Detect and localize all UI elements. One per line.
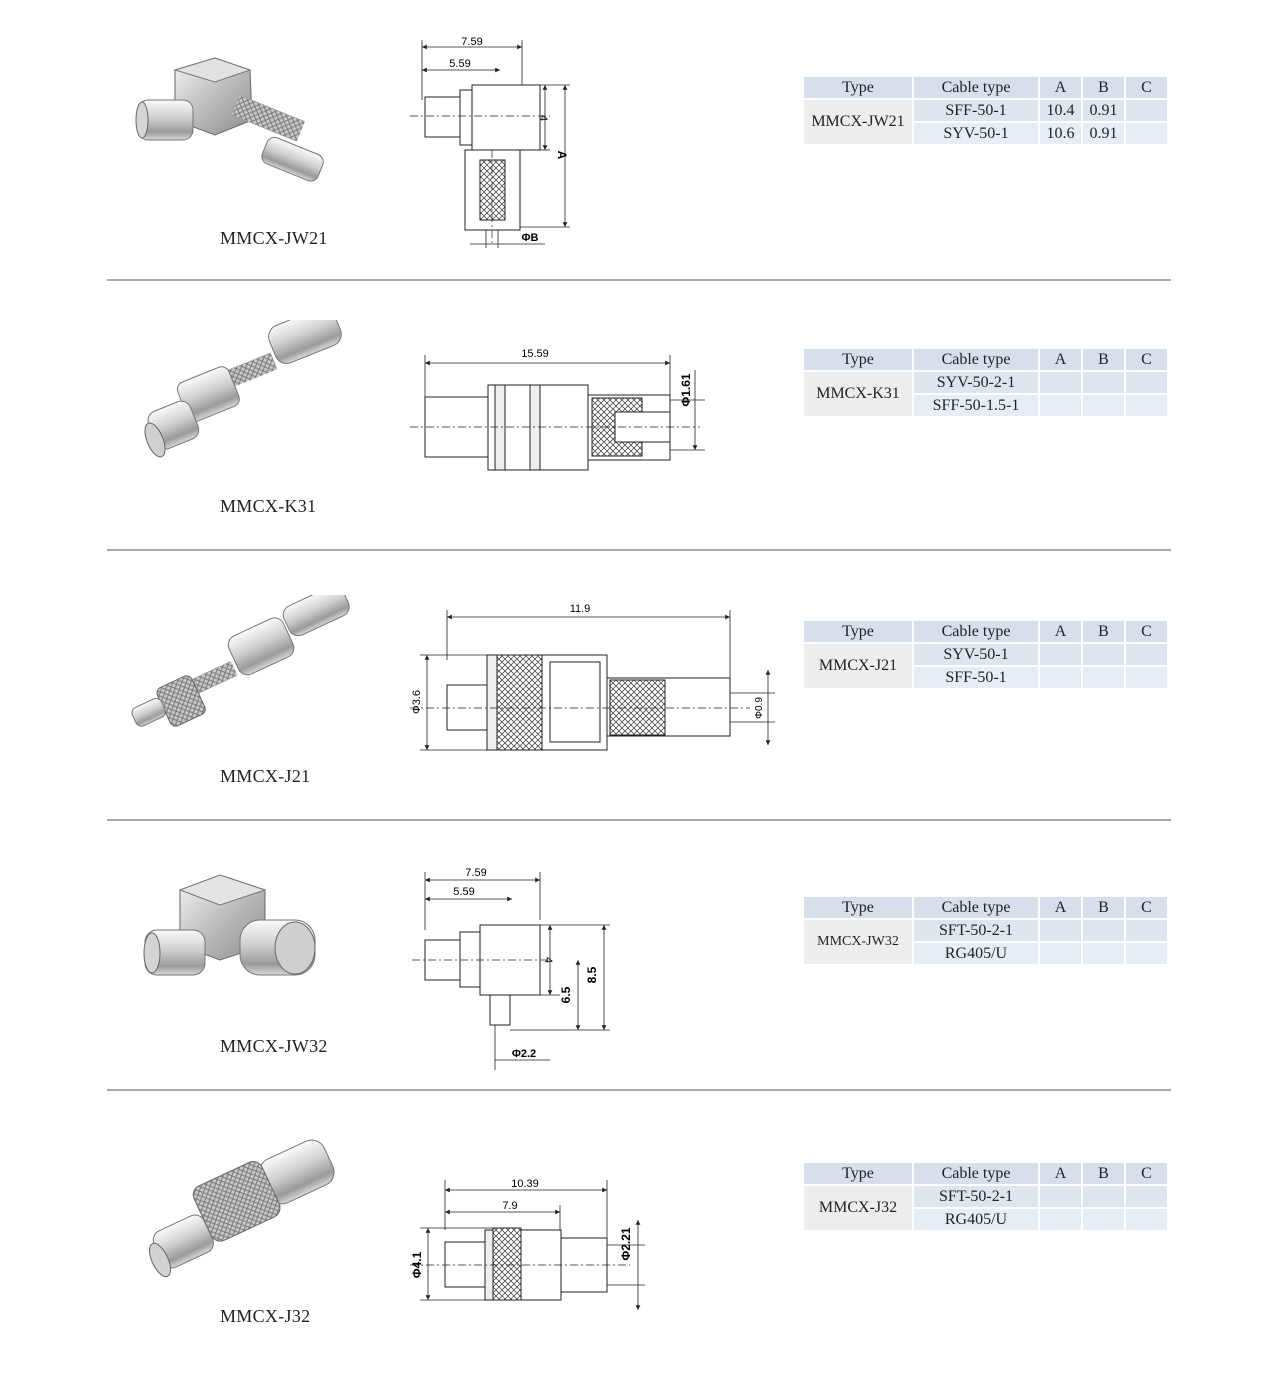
spec-table xyxy=(802,75,1169,146)
dimension-label: A xyxy=(555,150,569,160)
dimension-label: Φ1.61 xyxy=(679,373,693,407)
header-a: A xyxy=(1040,77,1081,98)
header-cable-type: Cable type xyxy=(914,897,1038,918)
header-b: B xyxy=(1083,621,1124,642)
header-c: C xyxy=(1126,897,1167,918)
connector-photo xyxy=(120,40,360,210)
header-c: C xyxy=(1126,1163,1167,1184)
connector-photo xyxy=(120,595,360,765)
product-caption: MMCX-J21 xyxy=(220,766,311,786)
header-b: B xyxy=(1083,349,1124,370)
product-caption: MMCX-K31 xyxy=(220,496,317,516)
header-type: Type xyxy=(804,1163,912,1184)
header-cable-type: Cable type xyxy=(914,77,1038,98)
header-a: A xyxy=(1040,349,1081,370)
dimension-drawing xyxy=(400,860,800,1090)
b-cell xyxy=(1083,395,1124,416)
spec-table xyxy=(802,619,1169,690)
a-cell xyxy=(1040,667,1081,688)
c-cell xyxy=(1126,943,1167,964)
dimension-label: 6.5 xyxy=(559,986,573,1004)
type-cell: MMCX-K31 xyxy=(804,372,912,416)
dimension-label: 8.5 xyxy=(585,966,599,984)
dimension-drawing xyxy=(400,340,800,570)
product-caption: MMCX-JW32 xyxy=(220,1036,328,1056)
b-cell xyxy=(1083,1186,1124,1207)
type-cell: MMCX-J21 xyxy=(804,644,912,688)
header-c: C xyxy=(1126,77,1167,98)
header-a: A xyxy=(1040,621,1081,642)
header-c: C xyxy=(1126,621,1167,642)
spec-table xyxy=(802,895,1169,966)
header-cable-type: Cable type xyxy=(914,1163,1038,1184)
c-cell xyxy=(1126,1186,1167,1207)
product-section xyxy=(0,270,1276,540)
cable-cell: SYV-50-1 xyxy=(914,644,1038,665)
dimension-label: Φ0.9 xyxy=(754,697,765,719)
a-cell xyxy=(1040,920,1081,941)
c-cell xyxy=(1126,644,1167,665)
product-section xyxy=(0,1080,1276,1350)
product-section xyxy=(0,0,1276,270)
spec-table xyxy=(802,1161,1169,1232)
header-type: Type xyxy=(804,349,912,370)
dimension-label: Φ2.21 xyxy=(619,1227,633,1261)
b-cell: 0.91 xyxy=(1083,100,1124,121)
a-cell xyxy=(1040,1209,1081,1230)
b-cell xyxy=(1083,943,1124,964)
b-cell xyxy=(1083,920,1124,941)
dimension-label: 10.39 xyxy=(511,1178,539,1190)
dimension-label: 7.59 xyxy=(461,36,483,48)
dimension-label: ΦB xyxy=(521,232,539,244)
dimension-label: 4 xyxy=(542,956,554,964)
b-cell xyxy=(1083,644,1124,665)
product-section xyxy=(0,810,1276,1080)
dimension-drawing xyxy=(400,30,800,260)
connector-photo xyxy=(120,1135,360,1305)
cable-cell: SYV-50-1 xyxy=(914,123,1038,144)
connector-photo xyxy=(120,320,360,490)
dimension-label: 5.59 xyxy=(453,886,475,898)
header-type: Type xyxy=(804,77,912,98)
dimension-label: Φ2.2 xyxy=(511,1048,537,1060)
c-cell xyxy=(1126,372,1167,393)
c-cell xyxy=(1126,100,1167,121)
cable-cell: SFF-50-1 xyxy=(914,667,1038,688)
a-cell xyxy=(1040,1186,1081,1207)
cable-cell: SFF-50-1 xyxy=(914,100,1038,121)
header-cable-type: Cable type xyxy=(914,621,1038,642)
product-section xyxy=(0,540,1276,810)
header-cable-type: Cable type xyxy=(914,349,1038,370)
dimension-label: 15.59 xyxy=(521,348,549,360)
a-cell xyxy=(1040,943,1081,964)
a-cell: 10.6 xyxy=(1040,123,1081,144)
header-b: B xyxy=(1083,77,1124,98)
header-a: A xyxy=(1040,1163,1081,1184)
header-b: B xyxy=(1083,897,1124,918)
c-cell xyxy=(1126,667,1167,688)
dimension-label: Φ3.6 xyxy=(411,689,423,715)
a-cell: 10.4 xyxy=(1040,100,1081,121)
dimension-drawing xyxy=(400,1170,800,1400)
spec-table xyxy=(802,347,1169,418)
dimension-label: 7.59 xyxy=(465,867,487,879)
header-b: B xyxy=(1083,1163,1124,1184)
dimension-label: Φ4.1 xyxy=(410,1251,424,1279)
header-type: Type xyxy=(804,621,912,642)
type-cell: MMCX-JW32 xyxy=(804,920,912,964)
c-cell xyxy=(1126,395,1167,416)
c-cell xyxy=(1126,123,1167,144)
dimension-label: 4 xyxy=(537,114,549,122)
cable-cell: RG405/U xyxy=(914,1209,1038,1230)
b-cell xyxy=(1083,667,1124,688)
dimension-drawing xyxy=(400,590,800,820)
dimension-label: 5.59 xyxy=(449,58,471,70)
b-cell xyxy=(1083,372,1124,393)
header-type: Type xyxy=(804,897,912,918)
a-cell xyxy=(1040,395,1081,416)
a-cell xyxy=(1040,644,1081,665)
product-caption: MMCX-JW21 xyxy=(220,228,328,248)
type-cell: MMCX-JW21 xyxy=(804,100,912,144)
c-cell xyxy=(1126,920,1167,941)
product-caption: MMCX-J32 xyxy=(220,1306,311,1326)
connector-photo xyxy=(120,860,360,1030)
cable-cell: SYV-50-2-1 xyxy=(914,372,1038,393)
cable-cell: SFF-50-1.5-1 xyxy=(914,395,1038,416)
dimension-label: 11.9 xyxy=(569,603,591,615)
b-cell xyxy=(1083,1209,1124,1230)
cable-cell: RG405/U xyxy=(914,943,1038,964)
header-c: C xyxy=(1126,349,1167,370)
c-cell xyxy=(1126,1209,1167,1230)
b-cell: 0.91 xyxy=(1083,123,1124,144)
cable-cell: SFT-50-2-1 xyxy=(914,920,1038,941)
type-cell: MMCX-J32 xyxy=(804,1186,912,1230)
a-cell xyxy=(1040,372,1081,393)
header-a: A xyxy=(1040,897,1081,918)
dimension-label: 7.9 xyxy=(502,1200,518,1212)
cable-cell: SFT-50-2-1 xyxy=(914,1186,1038,1207)
